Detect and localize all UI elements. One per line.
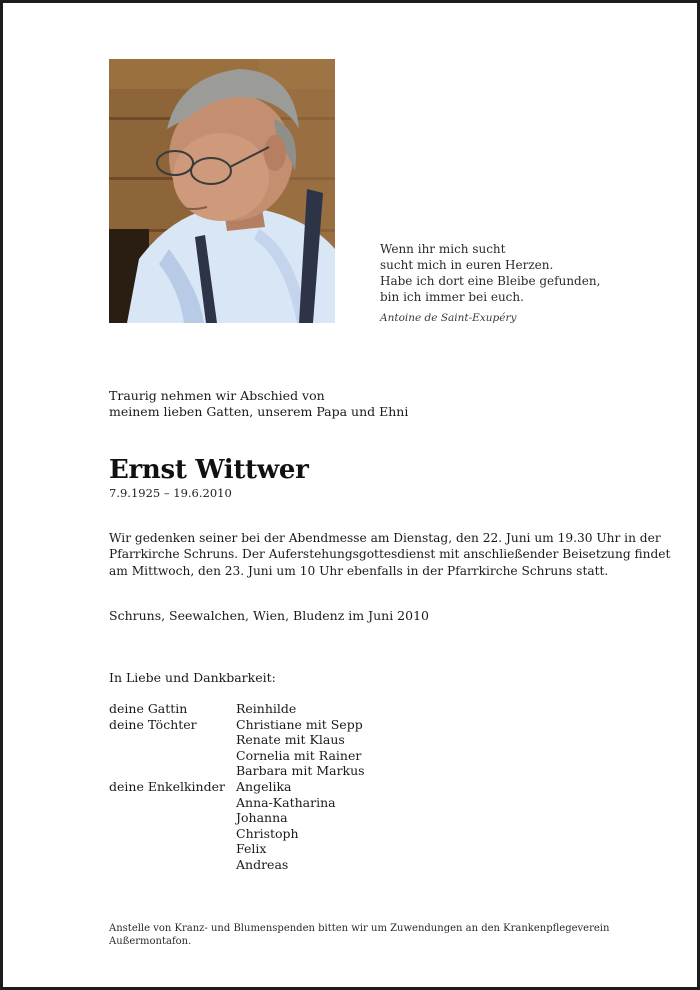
deceased-name: Ernst Wittwer <box>109 455 309 485</box>
family-role: deine Töchter <box>109 716 197 732</box>
place-and-date: Schruns, Seewalchen, Wien, Bludenz im Juni 2010 <box>109 608 429 623</box>
footer-line: Anstelle von Kranz- und Blumenspenden bitten wir um Zuwendungen an den Krankenpflegeverein <box>109 923 610 934</box>
footer-line: Außermontafon. <box>109 936 192 947</box>
mass-line: am Mittwoch, den 23. Juni um 10 Uhr ebenfalls in der Pfarrkirche Schruns statt. <box>109 563 609 578</box>
family-member: Barbara mit Markus <box>236 763 365 779</box>
intro-line: Traurig nehmen wir Abschied von <box>109 388 325 403</box>
family-members <box>236 701 296 717</box>
portrait-photo <box>109 59 335 323</box>
poem-quote <box>380 241 600 326</box>
family-member: Christiane mit Sepp <box>236 716 363 732</box>
family-member: Cornelia mit Rainer <box>236 747 362 763</box>
quote-line: sucht mich in euren Herzen. <box>380 258 554 272</box>
intro-text <box>109 388 408 420</box>
family-member: Felix <box>236 841 267 857</box>
family-member: Renate mit Klaus <box>236 732 345 748</box>
mass-line: Wir gedenken seiner bei der Abendmesse am Dienstag, den 22. Juni um 19.30 Uhr in der <box>109 531 661 545</box>
family-group-grandchildren <box>109 779 365 873</box>
quote-line: bin ich immer bei euch. <box>380 290 524 304</box>
family-list <box>109 701 365 873</box>
family-group-daughters <box>109 717 365 779</box>
family-member: Johanna <box>236 810 288 826</box>
family-member: Anna-Katharina <box>236 794 336 810</box>
love-heading: In Liebe und Dankbarkeit: <box>109 670 276 685</box>
family-members <box>236 779 336 873</box>
family-role: deine Gattin <box>109 701 188 716</box>
portrait-image <box>109 59 335 323</box>
life-dates: 7.9.1925 – 19.6.2010 <box>109 486 232 500</box>
family-members <box>236 717 365 779</box>
family-group-spouse <box>109 701 365 717</box>
quote-line: Habe ich dort eine Bleibe gefunden, <box>380 274 601 288</box>
donation-note <box>109 922 609 948</box>
intro-line: meinem lieben Gatten, unserem Papa und Ehni <box>109 404 409 419</box>
quote-author: Antoine de Saint-Exupéry <box>380 312 517 324</box>
mass-announcement <box>109 530 671 579</box>
family-member: Andreas <box>236 856 289 872</box>
family-member: Christoph <box>236 825 299 841</box>
family-role: deine Enkelkinder <box>109 778 225 794</box>
family-member: Reinhilde <box>236 701 297 716</box>
quote-line: Wenn ihr mich sucht <box>380 242 506 256</box>
mass-line: Pfarrkirche Schruns. Der Auferstehungsgottesdienst mit anschließender Beisetzung findet <box>109 547 671 562</box>
family-member: Angelika <box>236 778 292 794</box>
